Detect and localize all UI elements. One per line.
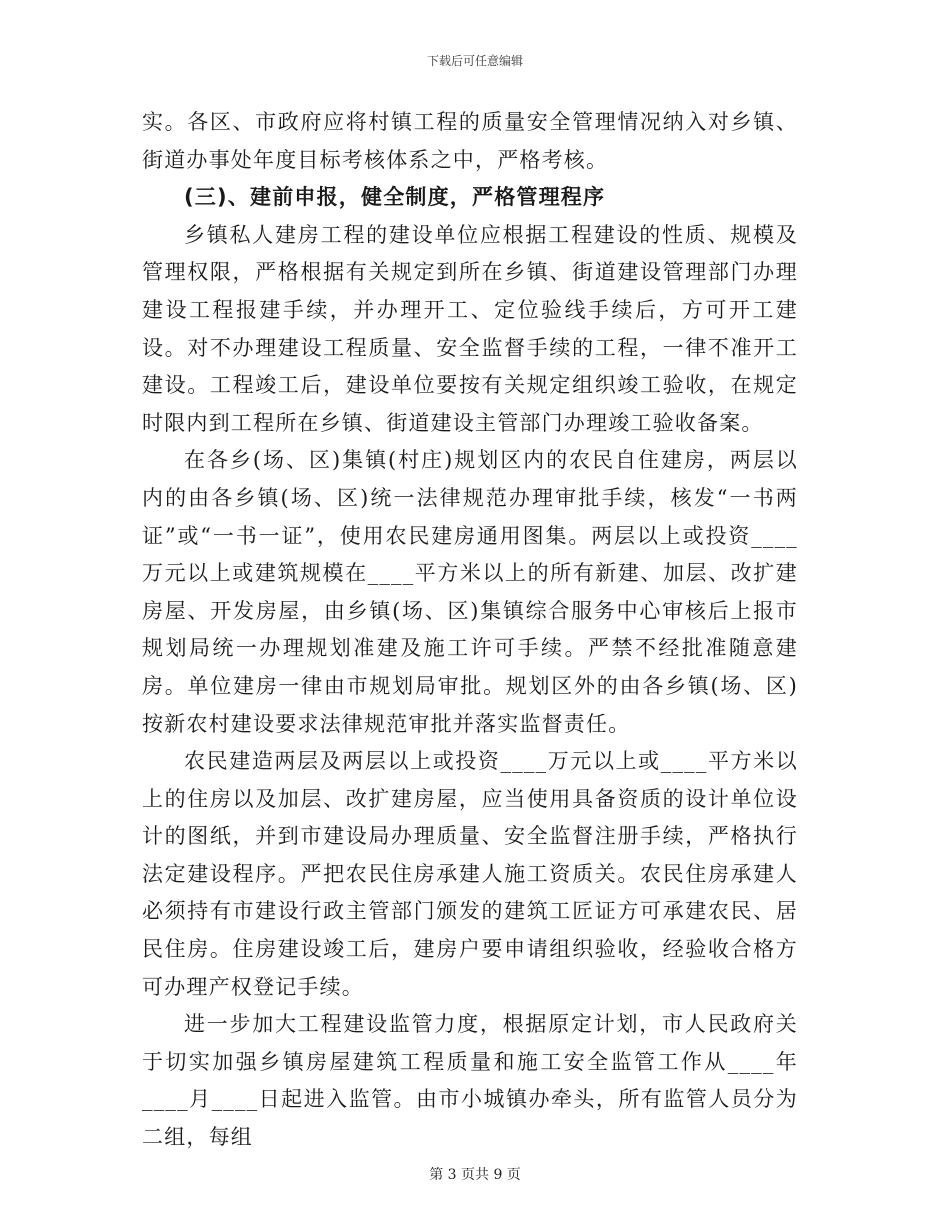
paragraph: 进一步加大工程建设监管力度，根据原定计划，市人民政府关于切实加强乡镇房屋建筑工程质量和施工安全监管工作从____年____月____日起进入监管。由市小城镇办牵头，所有监管人员分为二组，每组	[142, 1012, 798, 1150]
paragraph-continuation: 实。各区、市政府应将村镇工程的质量安全管理情况纳入对乡镇、街道办事处年度目标考核体系之中，严格考核。	[142, 110, 798, 172]
page-footer: 第 3 页共 9 页	[429, 1167, 521, 1183]
paragraph: 乡镇私人建房工程的建设单位应根据工程建设的性质、规模及管理权限，严格根据有关规定到所在乡镇、街道建设管理部门办理建设工程报建手续，并办理开工、定位验线手续后，方可开工建设。对不办理建设工程质量、安全监督手续的工程，一律不准开工建设。工程竣工后，建设单位要按有关规定组织竣工验收，在规定时限内到工程所在乡镇、街道建设主管部门办理竣工验收备案。	[142, 222, 798, 435]
paragraph: 在各乡(场、区)集镇(村庄)规划区内的农民自住建房，两层以内的由各乡镇(场、区)统一法律规范办理审批手续，核发“一书两证”或“一书一证”，使用农民建房通用图集。两层以上或投资____万元以上或建筑规模在____平方米以上的所有新建、加层、改扩建房屋、开发房屋，由乡镇(场、区)集镇综合服务中心审核后上报市规划局统一办理规划准建及施工许可手续。严禁不经批准随意建房。单位建房一律由市规划局审批。规划区外的由各乡镇(场、区)按新农村建设要求法律规范审批并落实监督责任。	[142, 448, 798, 736]
section-heading: (三)、建前申报，健全制度，严格管理程序	[184, 185, 606, 210]
paragraph: 农民建造两层及两层以上或投资____万元以上或____平方米以上的住房以及加层、改扩建房屋，应当使用具备资质的设计单位设计的图纸，并到市建设局办理质量、安全监督注册手续，严格执行法定建设程序。严把农民住房承建人施工资质关。农民住房承建人必须持有市建设行政主管部门颁发的建筑工匠证方可承建农民、居民住房。住房建设竣工后，建房户要申请组织验收，经验收合格方可办理产权登记手续。	[142, 749, 798, 999]
page-header: 下载后可任意编辑	[426, 54, 523, 68]
document-body	[142, 104, 798, 1157]
